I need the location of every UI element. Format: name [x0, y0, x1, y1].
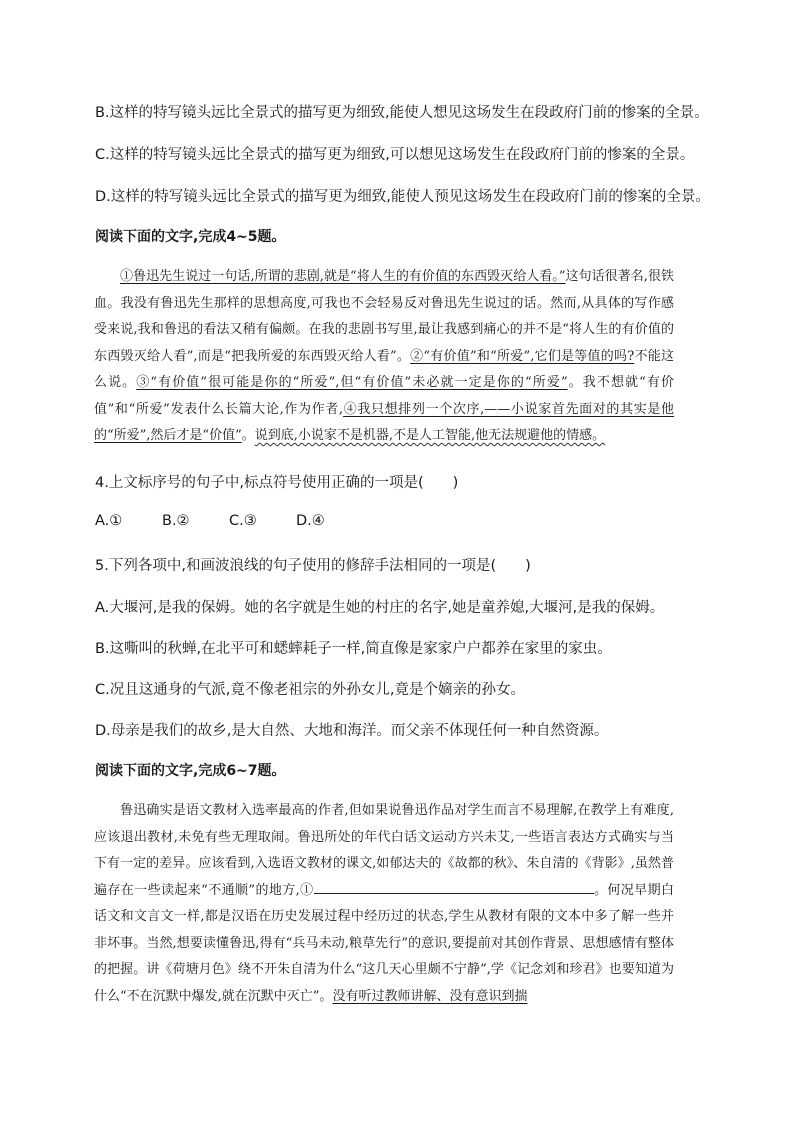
q5-option-c[interactable]: C.况且这通身的气派,竟不像老祖宗的外孙女儿,竟是个嫡亲的孙女。 [95, 682, 525, 698]
passage-text: 。何况早期白话文和文言文一样,都是汉语在历史发展过程中经历过的状态,学生从教材有限的文本中多了解一些并非坏事。当然,想要读懂鲁迅,得有“兵马未动,粮草先行”的意识,要提前对其创作背景、思想感情有整体的把握。讲《荷塘月色》绕不开朱自清为什么“这几天心里颇不宁静”,学《记念刘和珍君》也要知道为什么“不在沉默中爆发,就在沉默中灭亡”。 [94, 882, 674, 1004]
q4-choice-c[interactable]: C.③ [229, 513, 257, 529]
passage-2 [94, 798, 674, 1010]
q4-choice-d[interactable]: D.④ [296, 513, 325, 529]
passage-text: 鲁迅确实是语文教材入选率最高的作者,但如果说鲁迅作品对学生而言不易理解,在教学上有难度,应该退出教材,未免有些无理取闹。鲁迅所处的年代白话文运动方兴未艾,一些语言表达方式确实与当下有一定的差异。应该看到,入选语文教材的课文,如郁达夫的《故都的秋》、朱自清的《背影》,虽然普遍存在一些读起来“不通顺”的地方, [94, 803, 674, 898]
q5-stem: 5.下列各项中,和画波浪线的句子使用的修辞手法相同的一项是( ) [95, 558, 531, 574]
q4-stem: 4.上文标序号的句子中,标点符号使用正确的一项是( ) [95, 475, 459, 491]
blank-label: ① [299, 882, 314, 898]
passage-tail: 没有听过教师讲解、没有意识到揣 [332, 988, 528, 1004]
q3-option-d: D.这样的特写镜头远比全景式的描写更为细致,能使人预见这场发生在段政府门前的惨案的全景。 [95, 189, 710, 205]
sentence-4: ④我只想排列一个次序,——小说家首先面对的其实是他的“所爱”,然后才是“价值” [94, 401, 675, 443]
passage-text: 。我不想就“有价值”和“所爱”发表什么长篇大论,作为作者, [94, 375, 674, 417]
sentence-3: ③“有价值”很可能是你的“所爱”,但“有价值”未必就一定是你的“所爱” [136, 375, 568, 390]
q3-option-b: B.这样的特写镜头远比全景式的描写更为细致,能使人想见这场发生在段政府门前的惨案的全景。 [95, 105, 709, 121]
passage-1 [94, 264, 674, 450]
reading-heading-1: 阅读下面的文字,完成4~5题。 [95, 229, 286, 245]
q4-choice-b[interactable]: B.② [162, 513, 190, 529]
sentence-1: ①鲁迅先生说过一句话,所谓的悲剧,就是“将人生的有价值的东西毁灭给人看。” [120, 269, 566, 284]
q5-option-b[interactable]: B.这嘶叫的秋蝉,在北平可和蟋蟀耗子一样,简直像是家家户户都养在家里的家虫。 [95, 641, 612, 657]
passage-text: 这句话很著名,很铁血。我没有鲁迅先生那样的思想高度,可我也不会轻易反对鲁迅先生说过的话。然而,从具体的写作感受来说,我和鲁迅的看法又稍有偏颇。在我的悲剧书写里,最让我感到痛心的并不是“将人生的有价值的东西毁灭给人看”,而是“把我所爱的东西毁灭给人看”。 [94, 269, 674, 364]
fill-blank[interactable] [314, 879, 594, 894]
wavy-sentence: 说到底,小说家不是机器,不是人工智能,他无法规避他的情感。 [254, 428, 606, 443]
q3-option-c: C.这样的特写镜头远比全景式的描写更为细致,可以想见这场发生在段政府门前的惨案的全景。 [95, 147, 695, 163]
reading-heading-2: 阅读下面的文字,完成6~7题。 [95, 763, 286, 779]
q5-option-a[interactable]: A.大堰河,是我的保姆。她的名字就是生她的村庄的名字,她是童养媳,大堰河,是我的保姆。 [95, 600, 665, 616]
sentence-2: ②“有价值”和“所爱”,它们是等值的吗? [410, 348, 635, 364]
passage-text: 。 [241, 428, 255, 443]
q4-choice-a[interactable]: A.① [95, 513, 123, 529]
q5-option-d[interactable]: D.母亲是我们的故乡,是大自然、大地和海洋。而父亲不体现任何一种自然资源。 [95, 723, 609, 739]
q4-choices [95, 513, 363, 529]
passage-text: 不能这么说。 [94, 348, 674, 390]
